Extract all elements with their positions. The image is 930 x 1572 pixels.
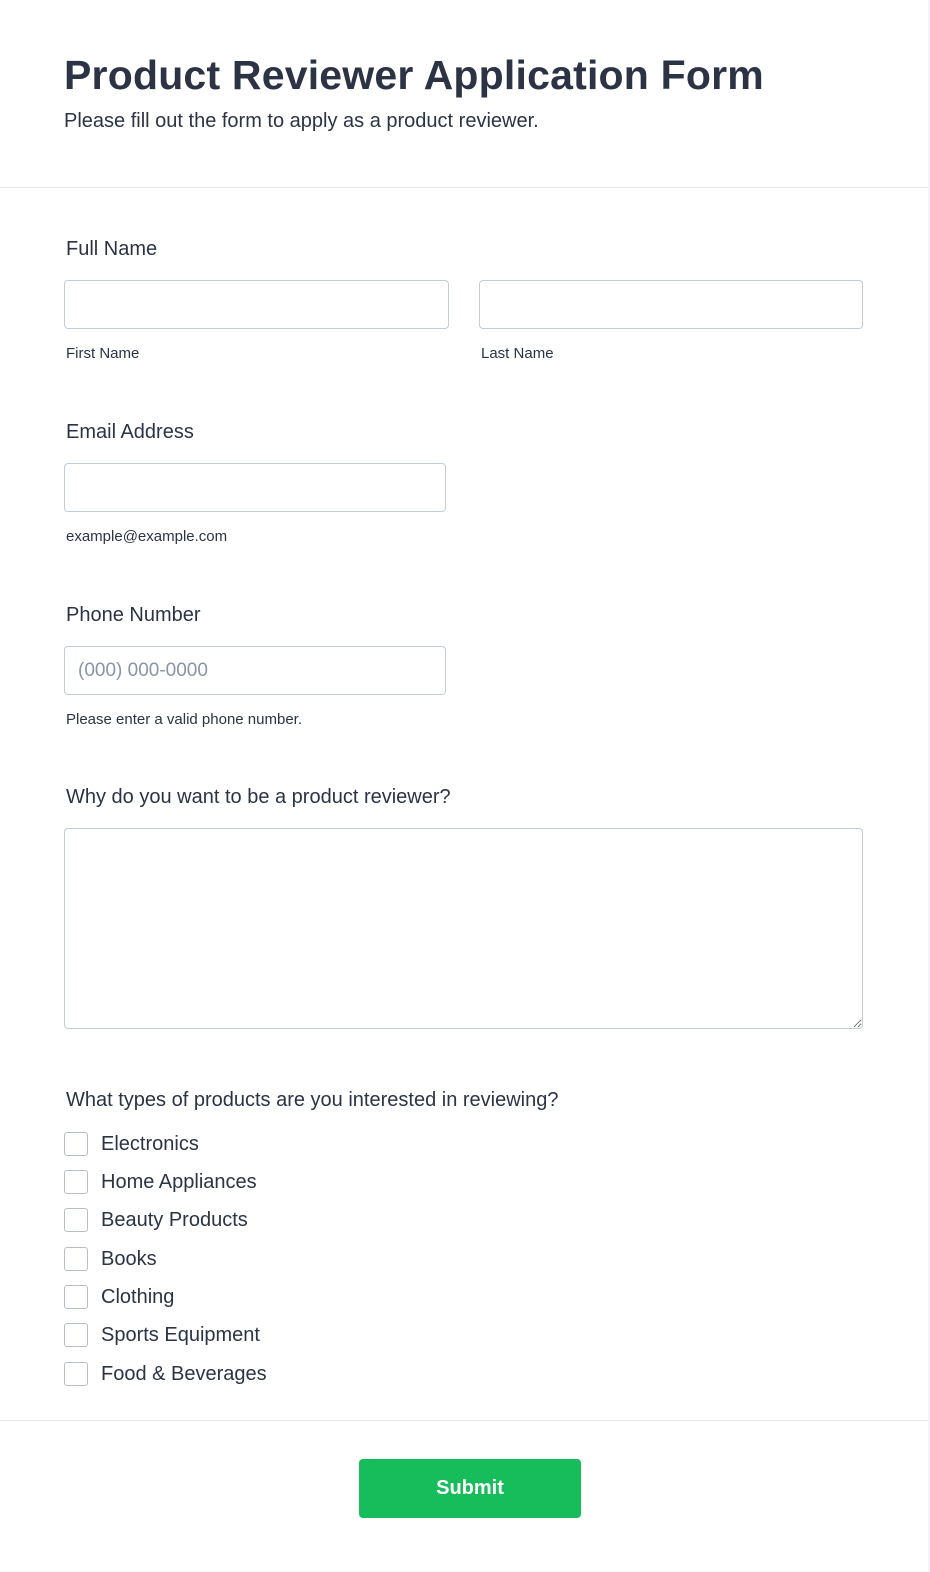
option-food-beverages[interactable] (64, 1361, 267, 1387)
option-label[interactable]: Clothing (101, 1285, 175, 1308)
option-clothing[interactable] (64, 1284, 174, 1310)
email-label: Email Address (66, 421, 194, 443)
interests-label: What types of products are you interested in reviewing? (66, 1089, 559, 1111)
phone-input[interactable] (64, 646, 446, 695)
checkbox-electronics[interactable] (64, 1132, 88, 1156)
option-home-appliances[interactable] (64, 1169, 257, 1195)
full-name-label: Full Name (66, 238, 158, 260)
first-name-sublabel: First Name (66, 345, 140, 362)
option-label[interactable]: Books (101, 1247, 157, 1270)
option-sports-equipment[interactable] (64, 1322, 260, 1348)
form-header (0, 0, 928, 188)
checkbox-sports-equipment[interactable] (64, 1323, 88, 1347)
option-beauty-products[interactable] (64, 1207, 248, 1233)
option-electronics[interactable] (64, 1131, 199, 1157)
form-subtitle: Please fill out the form to apply as a product reviewer. (64, 110, 539, 132)
first-name-input[interactable] (64, 280, 449, 329)
last-name-sublabel: Last Name (481, 345, 554, 362)
option-books[interactable] (64, 1246, 157, 1272)
form-footer (0, 1420, 928, 1572)
email-input[interactable] (64, 463, 446, 512)
checkbox-home-appliances[interactable] (64, 1170, 88, 1194)
phone-label: Phone Number (66, 604, 201, 626)
option-label[interactable]: Electronics (101, 1132, 199, 1155)
checkbox-beauty-products[interactable] (64, 1208, 88, 1232)
motivation-label: Why do you want to be a product reviewer? (66, 786, 451, 808)
motivation-textarea[interactable] (64, 828, 863, 1029)
checkbox-clothing[interactable] (64, 1285, 88, 1309)
last-name-input[interactable] (479, 280, 863, 329)
submit-button[interactable]: Submit (359, 1459, 581, 1518)
email-sublabel: example@example.com (66, 528, 228, 545)
checkbox-food-beverages[interactable] (64, 1362, 88, 1386)
checkbox-books[interactable] (64, 1247, 88, 1271)
option-label[interactable]: Sports Equipment (101, 1323, 260, 1346)
option-label[interactable]: Home Appliances (101, 1170, 257, 1193)
phone-sublabel: Please enter a valid phone number. (66, 711, 302, 728)
option-label[interactable]: Beauty Products (101, 1208, 248, 1231)
option-label[interactable]: Food & Beverages (101, 1362, 267, 1385)
form-title: Product Reviewer Application Form (64, 52, 764, 98)
